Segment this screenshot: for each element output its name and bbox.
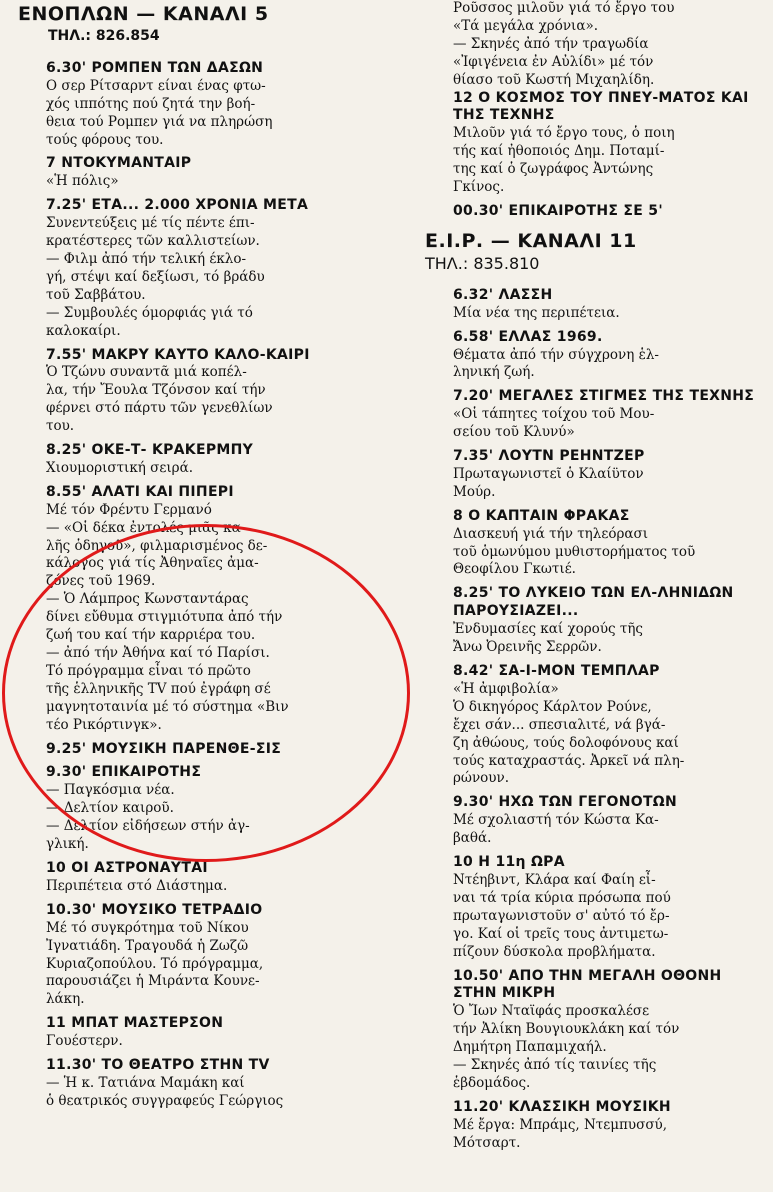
program-text-line: Μέ ἔργα: Μπράμς, Ντεμπυσσύ, [453, 1116, 668, 1133]
program-text-line: βαθά. [453, 830, 492, 847]
program-text-line: σείου τοῦ Κλυνύ» [453, 424, 575, 441]
program-text-line: «Ἡ πόλις» [46, 173, 119, 190]
program-title: 10 Η 11η ΩΡΑ [453, 854, 565, 871]
program-text-line: Κυριαζοπούλου. Τό πρόγραμμα, [46, 955, 264, 972]
program-text-line: Περιπέτεια στό Διάστημα. [46, 877, 228, 894]
program-text-line: Μέ τό συγκρότημα τοῦ Νίκου [46, 919, 249, 936]
channel-header: Ε.Ι.Ρ. — ΚΑΝΑΛΙ 11 [425, 229, 637, 252]
program-entry [425, 854, 760, 961]
program-title: 10.30' ΜΟΥΣΙΚΟ ΤΕΤΡΑΔΙΟ [46, 901, 263, 918]
program-text-line: ζωή του καί τήν καρριέρα του. [46, 627, 256, 644]
program-entry [18, 1015, 393, 1051]
continuation-text [425, 0, 760, 90]
program-entry [18, 155, 393, 191]
program-entry [425, 329, 760, 383]
program-title: 10.50' ΑΠΟ ΤΗΝ ΜΕΓΑΛΗ ΟΘΟΝΗ ΣΤΗΝ ΜΙΚΡΗ [453, 967, 722, 1002]
program-text-line: γο. Καί οἱ τρεῖς τους ἀντιμετω- [453, 925, 669, 942]
program-text-line: τούς καταχραστάς. Ἀρκεῖ νά πλη- [453, 752, 685, 769]
program-text-line: της καί ὁ ζωγράφος Ἀντώνης [453, 161, 654, 178]
program-text-line: «Τά μεγάλα χρόνια». [453, 17, 598, 34]
program-text-line: ναι τά τρία κύρια πρόσωπα πού [453, 889, 671, 906]
program-text-line: — Δελτίον καιροῦ. [46, 800, 174, 817]
program-text-line: ρώνουν. [453, 770, 509, 787]
program-title: 7.20' ΜΕΓΑΛΕΣ ΣΤΙΓΜΕΣ ΤΗΣ ΤΕΧΝΗΣ [453, 388, 755, 405]
channel-phone: ΤΗΛ.: 826.854 [48, 28, 160, 44]
program-title: 8.25' ΤΟ ΛΥΚΕΙΟ ΤΩΝ ΕΛ-ΛΗΝΙΔΩΝ ΠΑΡΟΥΣΙΑΖΕΙ... [453, 585, 734, 620]
program-title: 6.30' ΡΟΜΠΕΝ ΤΩΝ ΔΑΣΩΝ [46, 59, 264, 76]
program-text-line: παρουσιάζει ἡ Μιράντα Κουνε- [46, 973, 260, 990]
program-text-line: Ὁ δικηγόρος Κάρλτον Ρούνε, [453, 698, 652, 715]
program-entry [425, 90, 760, 197]
program-text-line: τῆς ἑλληνικῆς TV πού ἐγράφη σέ [46, 680, 271, 697]
program-text-line: πίζουν δύσκολα προβλήματα. [453, 943, 656, 960]
program-text-line: Θεοφίλου Γκωτιέ. [453, 561, 576, 578]
program-text-line: «Ἰφιγένεια ἐν Αὐλίδι» μέ τόν [453, 53, 654, 70]
program-entry [18, 741, 393, 759]
program-entry [425, 388, 760, 442]
program-title: 7.25' ΕΤΑ... 2.000 ΧΡΟΝΙΑ ΜΕΤΑ [46, 197, 309, 214]
program-text-line: Ἰγνατιάδη. Τραγουδά ἡ Ζωζῶ [46, 937, 249, 954]
channel-header: ΕΝΟΠΛΩΝ — ΚΑΝΑΛΙ 5 [18, 3, 269, 25]
program-text-line: λάκη. [46, 991, 85, 1008]
program-entry [18, 60, 393, 150]
program-text-line: — ἀπό τήν Ἀθήνα καί τό Παρίσι. [46, 645, 270, 661]
left-column [18, 0, 393, 1192]
program-text-line: Γκίνος. [453, 179, 505, 196]
program-text-line: Συνεντεύξεις μέ τίς πέντε έπι- [46, 215, 255, 232]
program-list [425, 90, 760, 221]
program-text-line: «Οἱ τάπητες τοίχου τοῦ Μου- [453, 406, 655, 423]
program-text-line: τούς φόρους του. [46, 131, 164, 148]
program-entry [18, 442, 393, 478]
program-text-line: Ἄνω Ὀρεινῆς Σερρῶν. [453, 639, 602, 656]
program-title: 8.55' ΑΛΑΤΙ ΚΑΙ ΠΙΠΕΡΙ [46, 483, 234, 500]
program-entry [18, 347, 393, 437]
channel-phone: ΤΗΛ.: 835.810 [425, 253, 540, 273]
program-title: 10 ΟΙ ΑΣΤΡΟΝΑΥΤΑΙ [46, 859, 208, 876]
program-text-line: — Ἡ κ. Τατιάνα Μαμάκη καί [46, 1074, 245, 1091]
program-text-line: δίνει εὔθυμα στιγμιότυπα ἀπό τήν [46, 609, 283, 626]
program-title: 11.20' ΚΛΑΣΣΙΚΗ ΜΟΥΣΙΚΗ [453, 1098, 671, 1115]
program-text-line: γλική. [46, 836, 89, 853]
program-title: 9.30' ΗΧΩ ΤΩΝ ΓΕΓΟΝΟΤΩΝ [453, 794, 678, 811]
program-text-line: — Σκηνές ἀπό τίς ταινίες τῆς [453, 1057, 657, 1074]
program-text-line: — Δελτίον εἰδήσεων στήν ἀγ- [46, 818, 250, 835]
program-title: 9.25' ΜΟΥΣΙΚΗ ΠΑΡΕΝΘΕ-ΣΙΣ [46, 740, 282, 757]
program-text-line: ἔχει σάν... σπεσιαλιτέ, νά βγά- [453, 716, 666, 733]
program-entry [425, 663, 760, 788]
program-title: 7.55' ΜΑΚΡΥ ΚΑΥΤΟ ΚΑΛΟ-ΚΑΙΡΙ [46, 346, 310, 363]
program-text-line: τήν Ἀλίκη Βουγιουκλάκη καί τόν [453, 1021, 680, 1038]
program-entry [425, 585, 760, 657]
program-text-line: φέρνει στό πάρτυ τῶν γενεθλίων [46, 400, 273, 417]
program-text-line: θίασο τοῦ Κωστή Μιχαηλίδη. [453, 71, 655, 88]
program-text-line: Ὁ Ἴων Νταϊφάς προσκαλέσε [453, 1003, 650, 1020]
program-text-line: τής καί ἠθοποιός Δημ. Ποταμί- [453, 143, 665, 160]
program-list [425, 287, 760, 1153]
program-text-line: — Παγκόσμια νέα. [46, 782, 175, 799]
program-text-line: θεια τού Ρομπεν γιά να πληρώση [46, 113, 273, 130]
program-entry [425, 203, 760, 221]
program-text-line: Μούρ. [453, 483, 496, 500]
program-text-line: Μέ τόν Φρέντυ Γερμανό [46, 501, 212, 518]
program-text-line: — Φιλμ ἀπό τήν τελική έκλο- [46, 250, 247, 267]
program-entry [18, 764, 393, 854]
program-text-line: Ροῦσσος μιλοῦν γιά τό ἔργο του [453, 0, 675, 16]
program-text-line: πρωταγωνιστοῦν σ' αὐτό τό ἔρ- [453, 907, 670, 924]
program-title: 7.35' ΛΟΥΤΝ ΡΕΗΝΤΖΕΡ [453, 448, 645, 465]
program-title: 11 ΜΠΑΤ ΜΑΣΤΕΡΣΟΝ [46, 1015, 224, 1032]
program-entry [18, 902, 393, 1009]
program-text-line: Πρωταγωνιστεῖ ὁ Κλαίϋτον [453, 465, 644, 482]
program-title: 8 Ο ΚΑΠΤΑΙΝ ΦΡΑΚΑΣ [453, 507, 630, 524]
program-entry [425, 968, 760, 1093]
program-entry [18, 1057, 393, 1111]
program-title: 8.25' ΟΚΕ-Τ- ΚΡΑΚΕΡΜΠΥ [46, 442, 254, 459]
program-text-line: Ο σερ Ρίτσαρντ είναι ένας φτω- [46, 77, 266, 94]
program-text-line: Τό πρόγραμμα εἶναι τό πρῶτο [46, 662, 251, 679]
program-title: 00.30' ΕΠΙΚΑΙΡΟΤΗΣ ΣΕ 5' [453, 202, 663, 219]
program-text-line: ἑβδομάδος. [453, 1074, 531, 1091]
program-text-line: «Ἡ ἀμφιβολία» [453, 680, 559, 697]
program-text-line: ὁ θεατρικός συγγραφεύς Γεώργιος [46, 1092, 284, 1109]
program-text-line: Ὁ Τζώνυ συναντᾶ μιά κοπέλ- [46, 364, 247, 381]
program-text-line: τέο Ρικόρτινγκ». [46, 716, 162, 733]
program-text-line: Μέ σχολιαστή τόν Κώστα Κα- [453, 812, 659, 829]
program-text-line: — «Οἱ δέκα ἐντολές μιᾶς κα- [46, 519, 246, 536]
program-text-line: χός ιππότης πού ζητά την βοή- [46, 95, 256, 112]
program-text-line: — Συμβουλές όμορφιάς γιά τό [46, 304, 253, 321]
program-text-line: Μιλοῦν γιά τό ἔργο τους, ὁ ποιη [453, 125, 675, 142]
program-entry [18, 860, 393, 896]
program-text-line: τοῦ ὁμωνύμου μυθιστορήματος τοῦ [453, 543, 696, 560]
program-text-line: Γουέστερν. [46, 1033, 123, 1050]
program-text-line: λῆς ὁδηγοῦ», φιλμαρισμένος δε- [46, 537, 268, 554]
program-text-line: — Ὁ Λάμπρος Κωνσταντάρας [46, 591, 249, 608]
program-text-line: ληνική ζωή. [453, 364, 535, 381]
program-entry [425, 508, 760, 580]
program-entry [425, 448, 760, 502]
program-text-line: γή, στέψι καί δεξίωσι, τό βράδυ [46, 268, 265, 285]
program-title: 11.30' ΤΟ ΘΕΑΤΡΟ ΣΤΗΝ TV [46, 1057, 270, 1074]
program-entry [425, 794, 760, 848]
program-text-line: καλοκαίρι. [46, 322, 121, 339]
program-text-line: κρατέστερες τῶν καλλιστείων. [46, 233, 260, 250]
program-entry [18, 484, 393, 735]
program-text-line: μαγνητοταινία μέ τό σύστημα «Βιν [46, 698, 289, 715]
program-title: 8.42' ΣΑ-Ι-ΜΟΝ ΤΕΜΠΛΑΡ [453, 663, 660, 679]
program-text-line: Ἐνδυμασίες καί χορούς τῆς [453, 621, 643, 638]
program-entry [18, 197, 393, 340]
program-entry [425, 287, 760, 323]
program-text-line: Χιουμοριστική σειρά. [46, 459, 194, 476]
program-text-line: Θέματα ἀπό τήν σύγχρονη ἑλ- [453, 346, 659, 363]
program-text-line: ζη ἀθώους, τούς δολοφόνους καί [453, 734, 679, 751]
program-text-line: Μία νέα της περιπέτεια. [453, 304, 620, 321]
program-text-line: τοῦ Σαββάτου. [46, 286, 146, 303]
program-title: 6.32' ΛΑΣΣΗ [453, 286, 553, 303]
program-list [18, 60, 393, 1111]
program-text-line: ζόνες τοῦ 1969. [46, 573, 156, 590]
program-text-line: λα, τήν Ἔουλα Τζόνσον καί τήν [46, 382, 266, 399]
program-title: 12 Ο ΚΟΣΜΟΣ ΤΟΥ ΠΝΕΥ-ΜΑΤΟΣ ΚΑΙ ΤΗΣ ΤΕΧΝΗΣ [453, 89, 749, 124]
program-text-line: Δημήτρη Παπαμιχαήλ. [453, 1039, 607, 1056]
program-text-line: Διασκευή γιά τήν τηλεόρασι [453, 525, 649, 542]
program-title: 6.58' ΕΛΛΑΣ 1969. [453, 328, 603, 345]
program-text-line: του. [46, 418, 75, 435]
program-title: 9.30' ΕΠΙΚΑΙΡΟΤΗΣ [46, 764, 202, 781]
program-title: 7 ΝΤΟΚΥΜΑΝΤΑΙΡ [46, 155, 192, 172]
program-text-line: Μότσαρτ. [453, 1134, 521, 1151]
program-text-line: κάλογος γιά τίς Ἀθηναῖες ἀμα- [46, 555, 259, 572]
program-text-line: Ντέηβιντ, Κλάρα καί Φαίη εἶ- [453, 871, 656, 888]
program-text-line: — Σκηνές ἀπό τήν τραγωδία [453, 35, 649, 52]
program-entry [425, 1099, 760, 1153]
right-column [425, 0, 760, 1192]
